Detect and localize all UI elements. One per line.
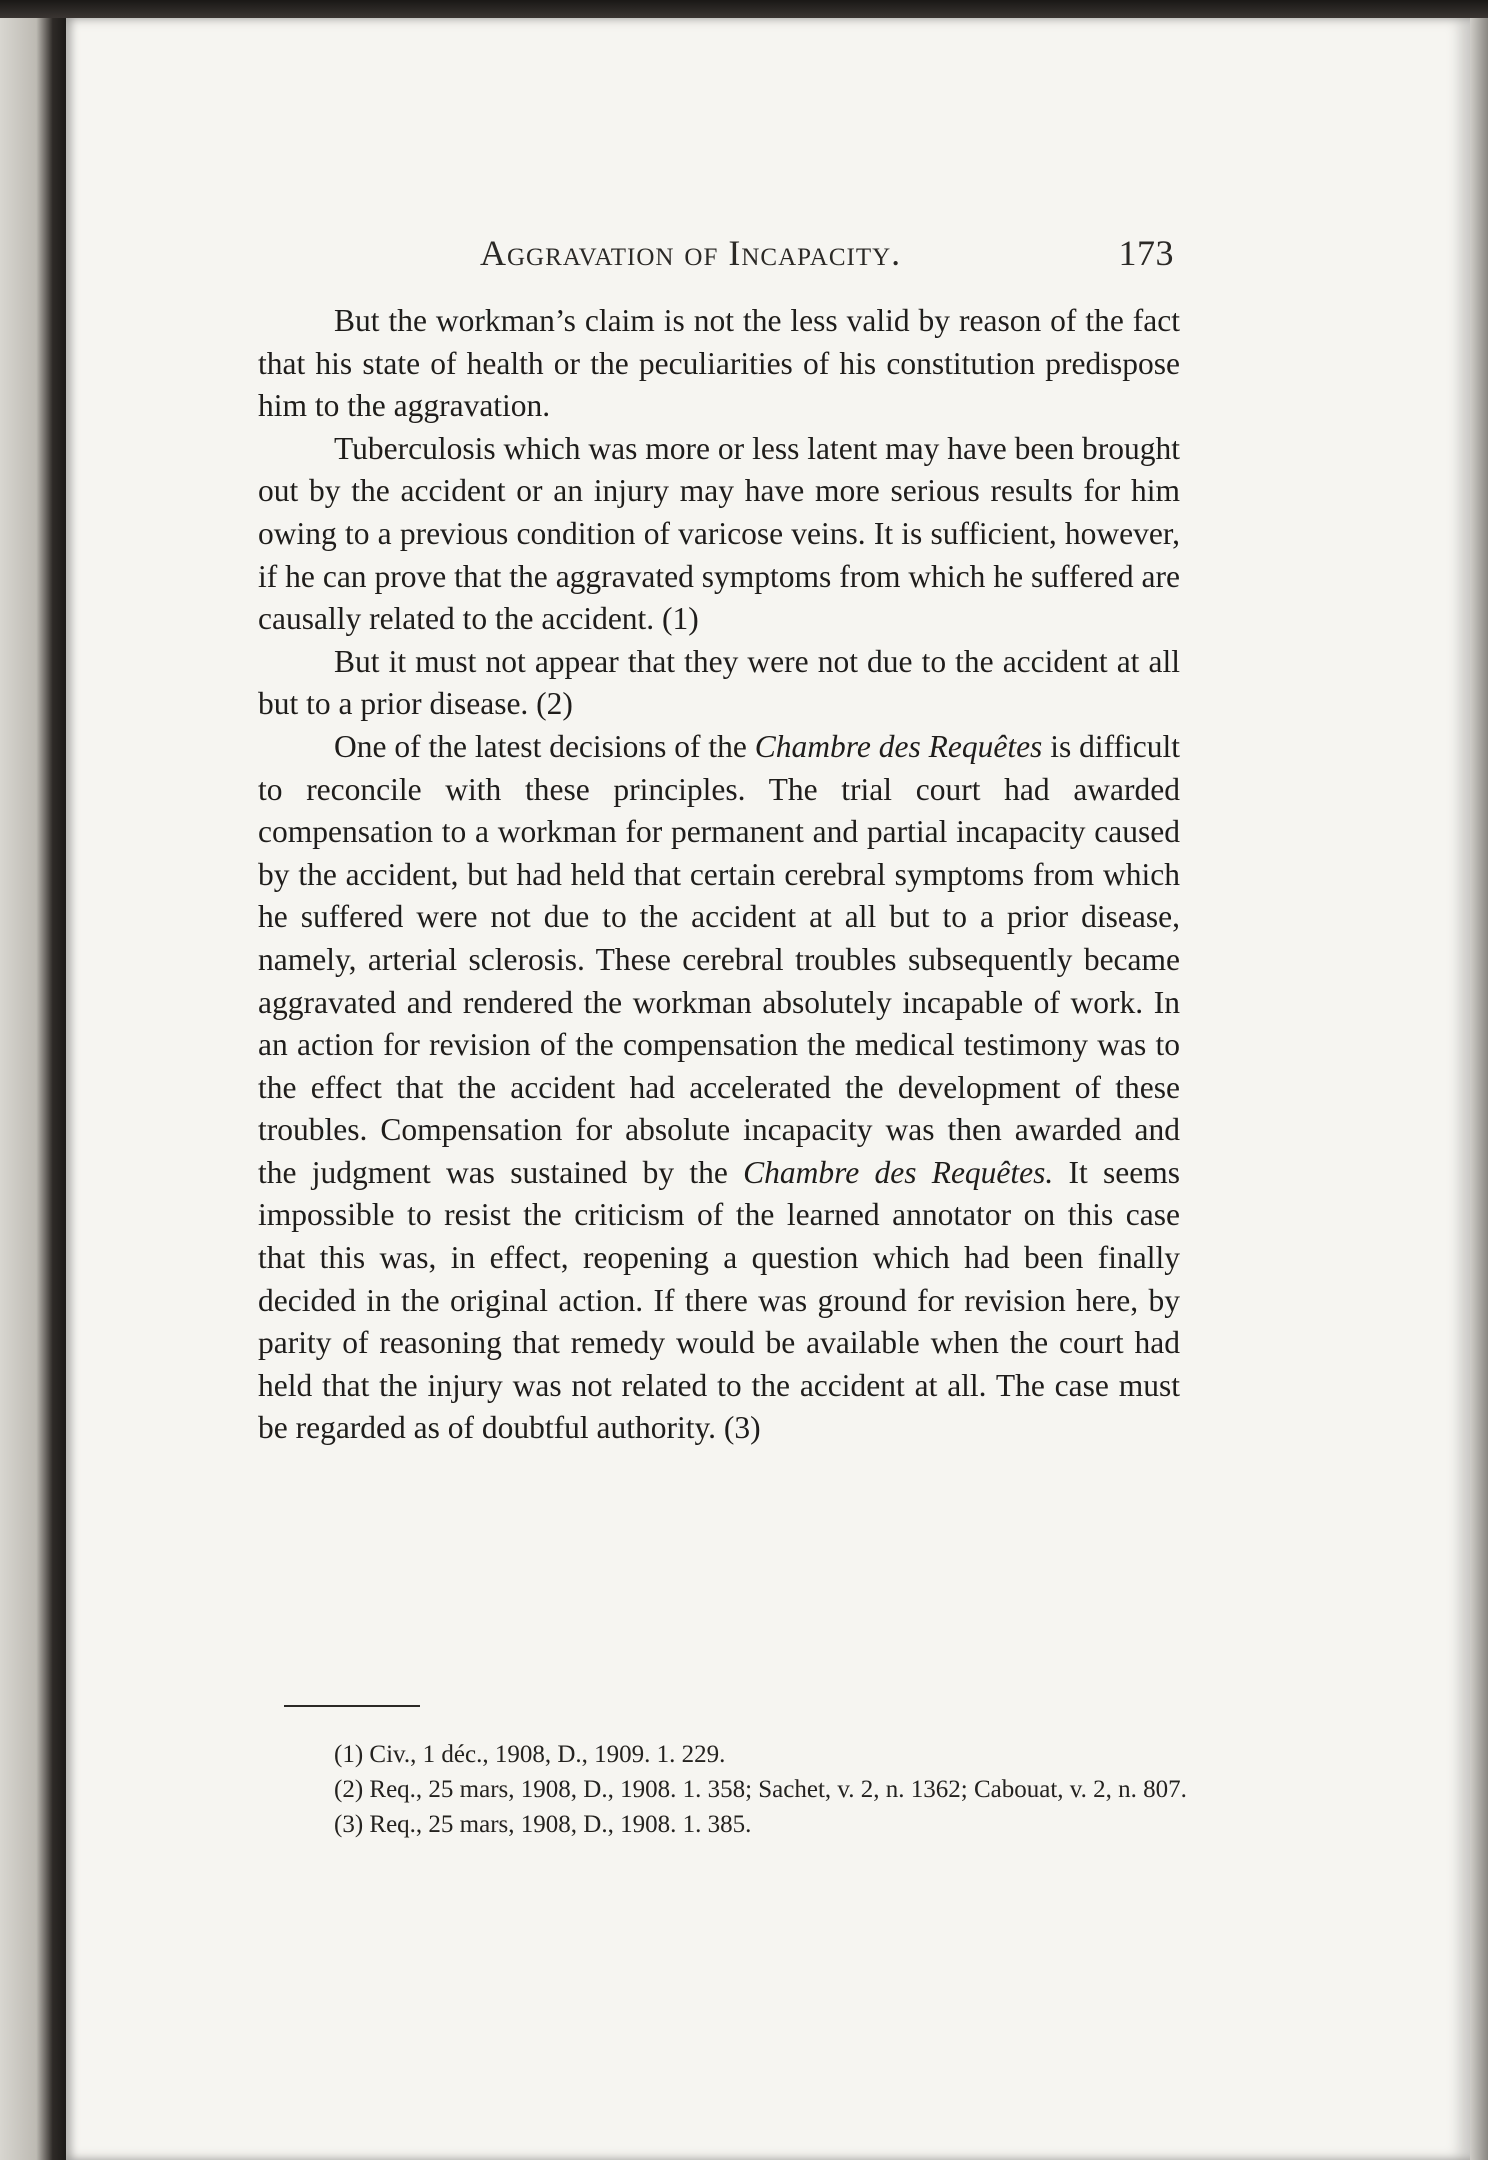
paragraph-3: But it must not appear that they were not due to the accident at all but to a prior disease. (2) — [258, 643, 1180, 722]
paragraph-2: Tuberculosis which was more or less latent may have been brought out by the accident or an injury may have more serious results for him owing to a previous condition of varicose veins. It is sufficient, however, if he can prove that the aggravated symptoms from which he suffered are causally related to the accident. (1) — [258, 430, 1180, 637]
running-head — [480, 232, 1180, 280]
court-name-italic-2: Chambre des Requêtes. — [743, 1154, 1054, 1190]
scan-top-edge — [0, 0, 1488, 18]
paragraph-4 — [258, 726, 1180, 1450]
footnote-3: (3) Req., 25 mars, 1908, D., 1908. 1. 385. — [334, 1811, 752, 1838]
paragraph-4-part-c: It seems impossible to resist the criticism of the learned annotator on this case that this was, in effect, reopening a question which had been finally decided in the original action. If there was ground for revision here, by parity of reasoning that remedy would be available when the court had held that the injury was not related to the accident at all. The case must be regarded as of doubtful authority. (3) — [258, 1154, 1180, 1446]
footnotes — [276, 1740, 1196, 1845]
footnote-1: (1) Civ., 1 déc., 1908, D., 1909. 1. 229. — [334, 1741, 726, 1768]
running-head-title: Aggravation of Incapacity. — [480, 233, 902, 273]
book-gutter — [0, 18, 66, 2160]
paragraph-4-part-b: is difficult to reconcile with these principles. The trial court had awarded compensation to a workman for permanent and partial incapacity caused by the accident, but had held that certain cerebral symptoms from which he suffered were not due to the accident at all but to a prior disease, namely, arterial sclerosis. These cerebral troubles subsequently became aggravated and rendered the workman absolutely incapable of work. In an action for revision of the compensation the medical testimony was to the effect that the accident had accelerated the development of these troubles. Compensation for absolute incapacity was then awarded and the judgment was sustained by the — [258, 728, 1180, 1190]
footnote-2: (2) Req., 25 mars, 1908, D., 1908. 1. 358; Sachet, v. 2, n. 1362; Cabouat, v. 2, n. 807. — [334, 1776, 1187, 1803]
page-right-edge — [1470, 18, 1488, 2160]
paragraph-4-part-a: One of the latest decisions of the — [334, 728, 755, 764]
court-name-italic: Chambre des Requêtes — [754, 728, 1043, 764]
page-number: 173 — [1118, 233, 1174, 273]
footnote-rule — [284, 1705, 420, 1707]
body-text — [258, 300, 1180, 1450]
paragraph-1: But the workman’s claim is not the less valid by reason of the fact that his state of health or the peculiarities of his constitution predispose him to the aggravation. — [258, 303, 1180, 424]
